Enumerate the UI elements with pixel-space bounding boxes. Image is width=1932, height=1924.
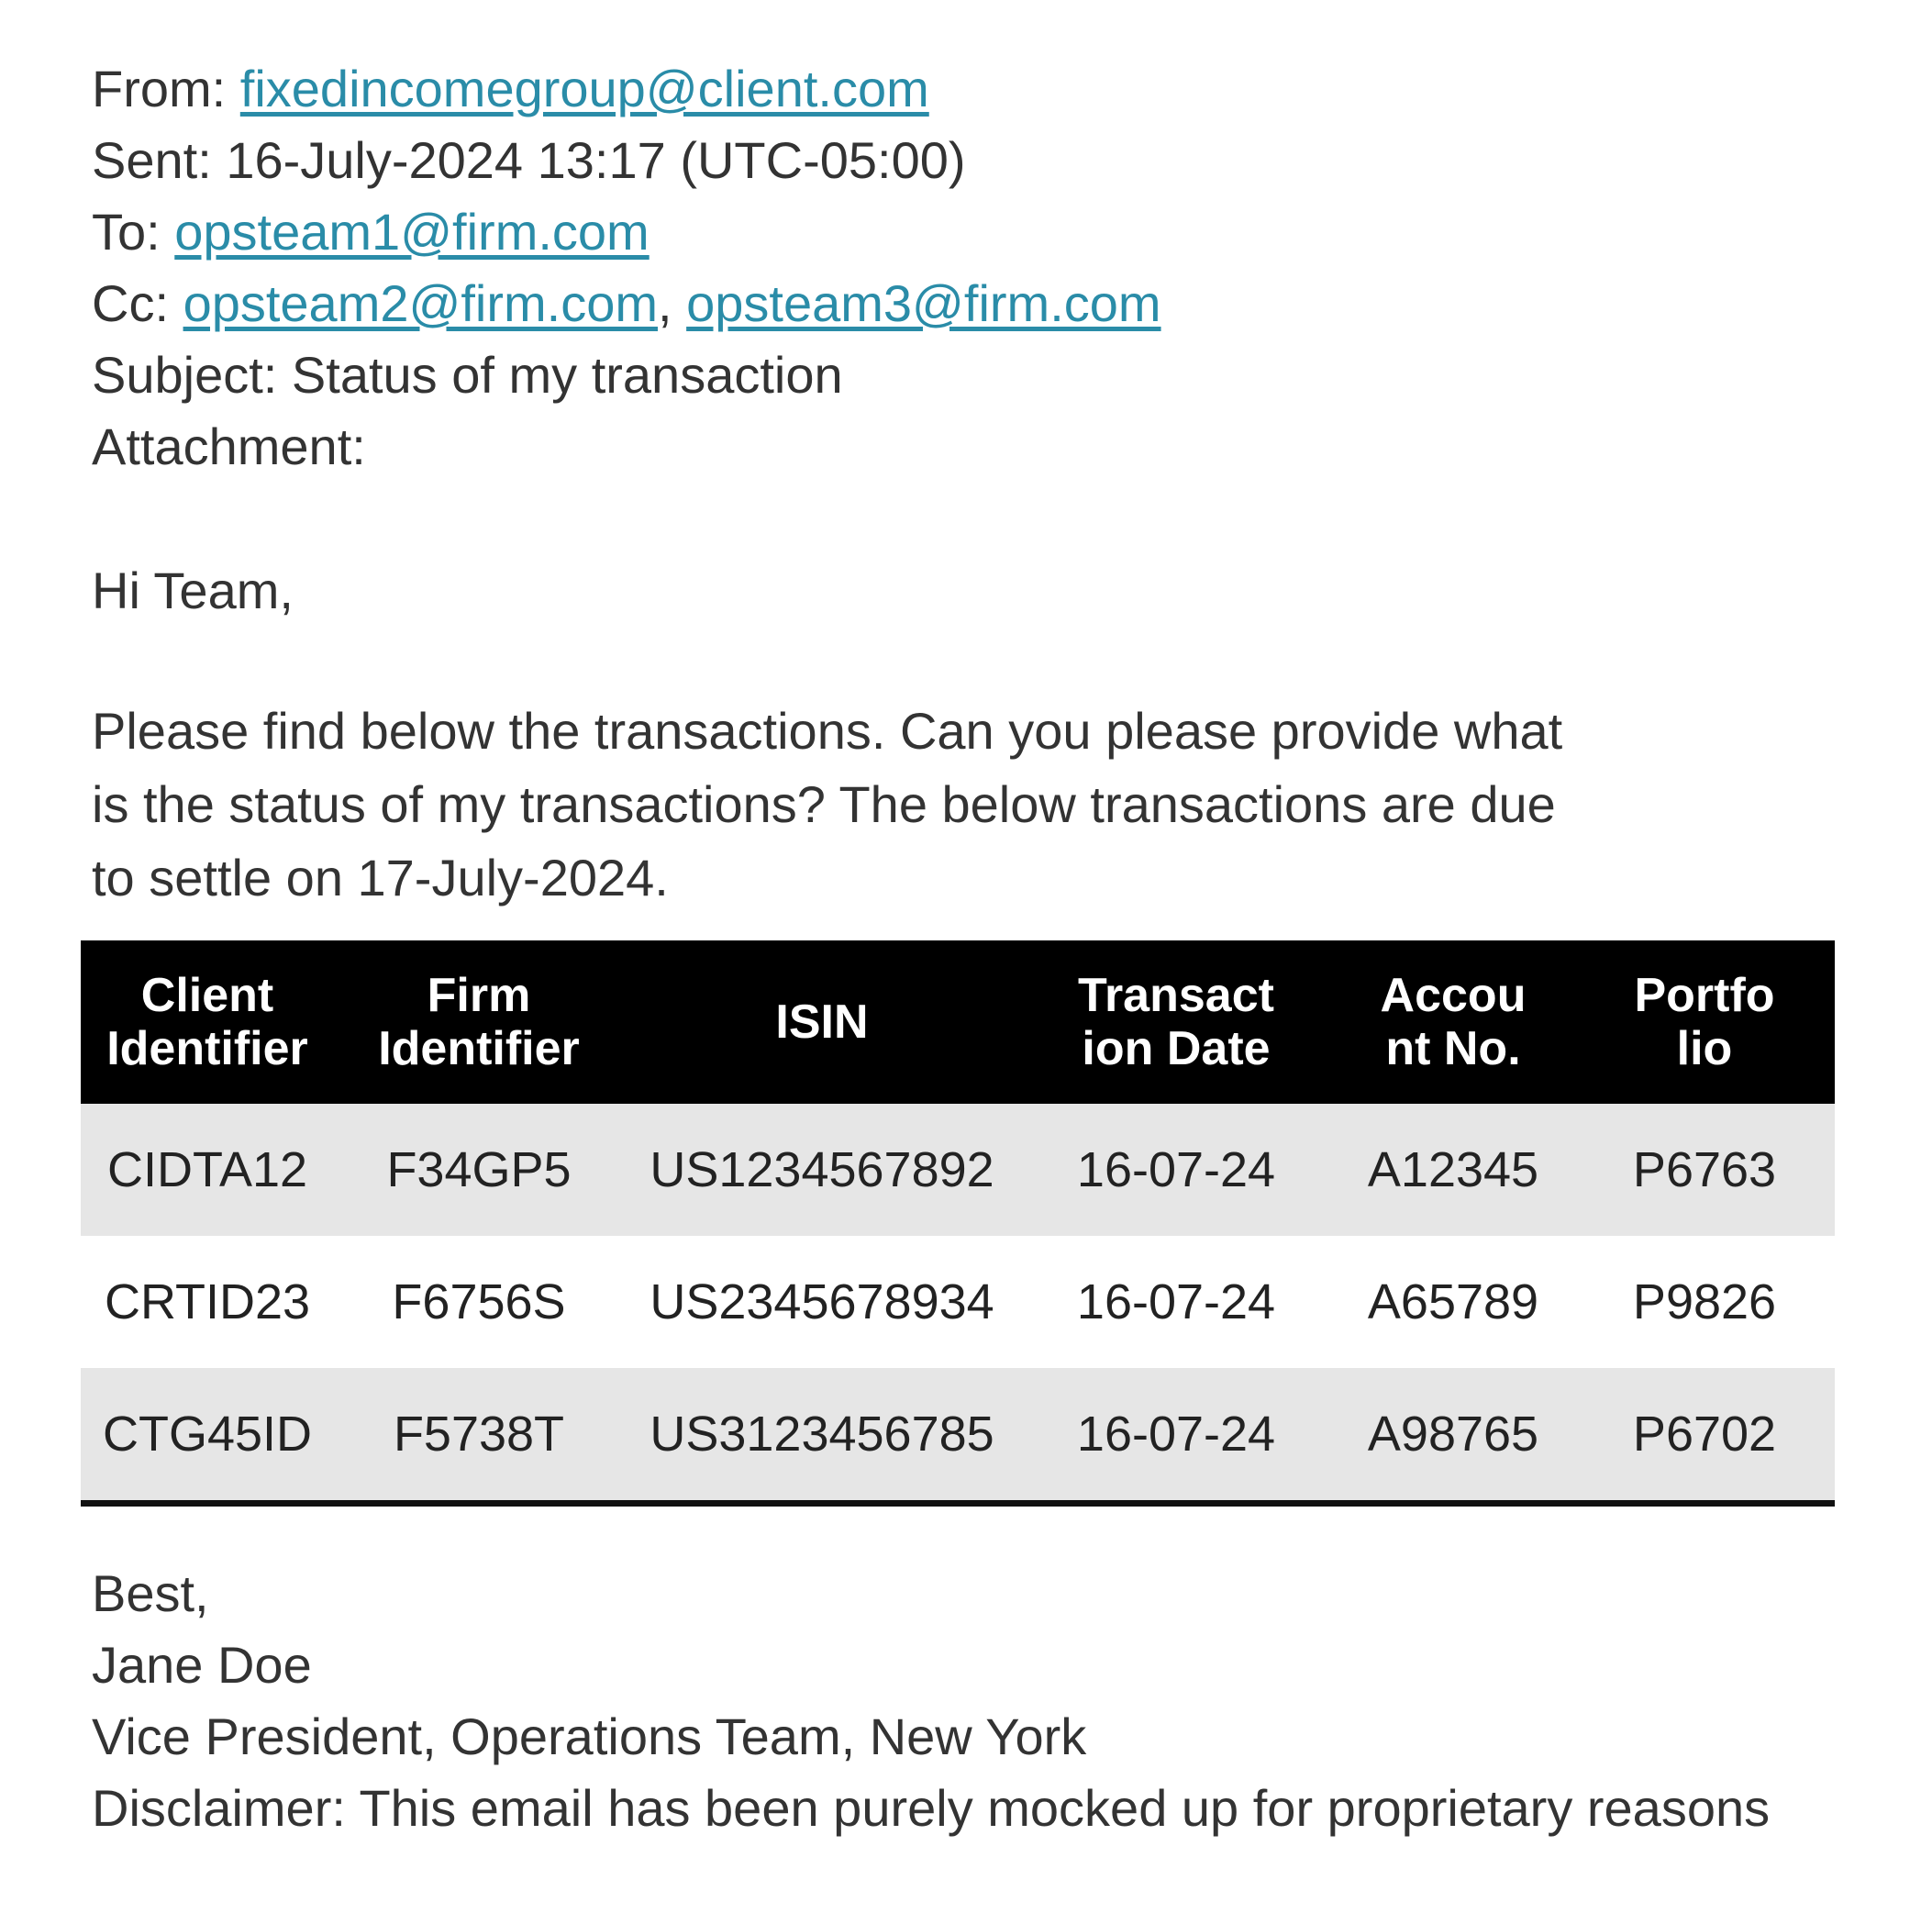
subject-text: Status of my transaction [291,346,843,404]
cell-firm-identifier: F34GP5 [334,1104,624,1236]
signature-block [92,1558,1770,1844]
email-header [92,53,1161,483]
cc-label: Cc: [92,274,169,332]
cell-transaction-date: 16-07-24 [1076,1274,1276,1329]
signer-title: Vice President, Operations Team, New York [92,1707,1087,1765]
cell-client-identifier: CRTID23 [104,1274,311,1329]
cell-isin: US1234567892 [624,1104,1020,1236]
attachment-line [92,411,1161,483]
column-header-client-identifier: Client Identifier [81,940,334,1104]
sent-datetime: 16-July-2024 13:17 (UTC-05:00) [226,131,966,189]
from-line [92,53,1161,125]
to-label: To: [92,203,161,261]
sent-label: Sent: [92,131,212,189]
cell-client-identifier: CIDTA12 [81,1104,334,1236]
greeting: Hi Team, [92,562,294,619]
attachment-label: Attachment: [92,417,366,475]
cell-portfolio: P9826 [1632,1274,1777,1329]
table-row [81,1236,1835,1368]
column-header-account-no: Accou nt No. [1332,940,1574,1104]
from-label: From: [92,60,227,117]
cell-portfolio: P6763 [1574,1104,1835,1236]
signer-name: Jane Doe [92,1636,312,1694]
sent-line [92,125,1161,196]
cell-isin: US3123456785 [624,1368,1020,1504]
table-header-row [81,940,1835,1104]
body-line: is the status of my transactions? The below transactions are due [92,775,1556,833]
body-line: Please find below the transactions. Can you please provide what [92,702,1563,760]
column-header-transaction-date: Transact ion Date [1020,940,1332,1104]
disclaimer: Disclaimer: This email has been purely mocked up for proprietary reasons [92,1779,1771,1837]
cell-firm-identifier: F5738T [334,1368,624,1504]
column-header-isin: ISIN [624,940,1020,1104]
column-header-firm-identifier: Firm Identifier [334,940,624,1104]
cc-email-link[interactable]: opsteam3@firm.com [686,274,1161,332]
cell-firm-identifier: F6756S [392,1274,566,1329]
closing: Best, [92,1564,209,1622]
cell-account-no: A12345 [1332,1104,1574,1236]
cc-separator: , [658,274,672,332]
table-row [81,1368,1835,1504]
cell-client-identifier: CTG45ID [81,1368,334,1504]
from-email-link[interactable]: fixedincomegroup@client.com [239,60,929,117]
to-email-link[interactable]: opsteam1@firm.com [174,203,650,261]
to-line [92,196,1161,268]
cell-account-no: A65789 [1367,1274,1539,1329]
column-header-portfolio: Portfo lio [1574,940,1835,1104]
body-line: to settle on 17-July-2024. [92,849,669,906]
transactions-table [81,940,1835,1507]
cell-isin: US2345678934 [650,1274,994,1329]
subject-label: Subject: [92,346,278,404]
cc-email-link[interactable]: opsteam2@firm.com [183,274,658,332]
body-paragraph [92,695,1706,915]
cc-line [92,268,1161,339]
cell-portfolio: P6702 [1574,1368,1835,1504]
cell-transaction-date: 16-07-24 [1020,1368,1332,1504]
cell-account-no: A98765 [1332,1368,1574,1504]
cell-transaction-date: 16-07-24 [1020,1104,1332,1236]
table-row [81,1104,1835,1236]
subject-line [92,339,1161,411]
